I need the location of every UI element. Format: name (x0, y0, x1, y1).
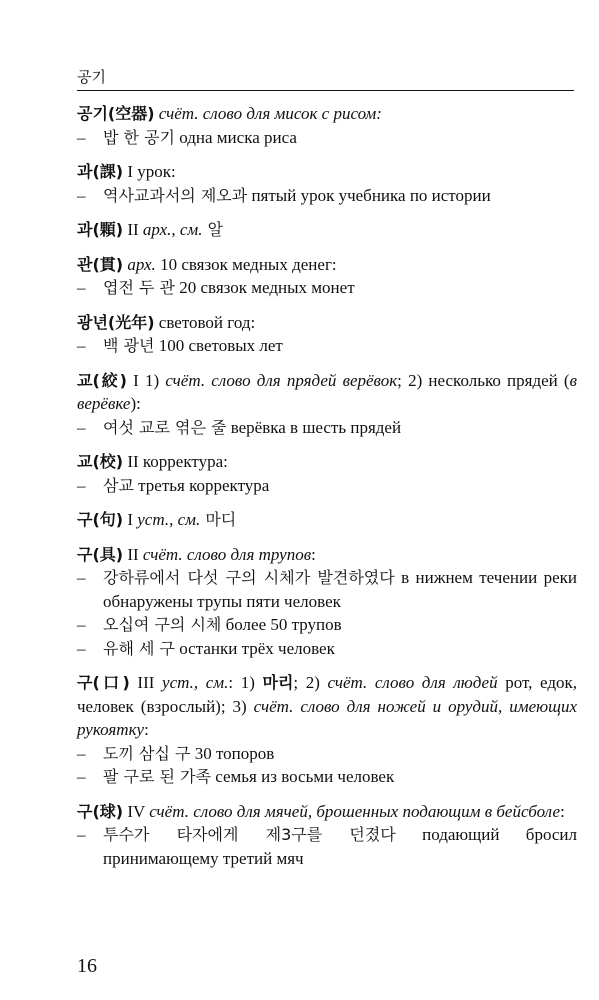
entry-headword: 공기(空器) (77, 104, 155, 123)
usage-example: – 투수가 타자에게 제3구를 던졌다 подающий бросил принимающему третий мяч (77, 825, 577, 868)
dictionary-entry (77, 508, 577, 532)
dictionary-entry (77, 102, 577, 149)
page-number: 16 (77, 955, 97, 977)
running-head: 공기 (77, 68, 106, 86)
entry-definition: 과(課) I урок: (77, 162, 176, 181)
entry-headword: 구(球) (77, 801, 124, 821)
dictionary-entry (77, 800, 577, 871)
dictionary-entry (77, 543, 577, 661)
entry-definition: 관(貫) арх. 10 связок медных денег: (77, 254, 337, 274)
entry-headword: 관(貫) (77, 254, 124, 274)
entry-definition: 광년(光年) световой год: (77, 312, 256, 332)
usage-example: – 삼교 третья корректура (77, 475, 270, 495)
entry-list (77, 102, 577, 870)
entry-definition: 과(顆) II арх., см. 알 (77, 220, 224, 239)
usage-example: – 오십여 구의 시체 более 50 трупов (77, 615, 342, 634)
dictionary-entry (77, 253, 577, 300)
entry-definition: 구(具) II счёт. слово для трупов: (77, 544, 316, 564)
entry-definition: 구(口) III уст., см.: 1) 마리; 2) счёт. слово для людей рот, едок, человек (взрослый); 3) счёт. слово для ножей и орудий, имеющих рукоятку: (77, 673, 577, 739)
entry-headword: 구(口) (77, 673, 130, 692)
usage-example: – 팔 구로 된 가족 семья из восьми человек (77, 767, 395, 786)
entry-headword: 교(校) (77, 452, 124, 471)
dictionary-entry (77, 671, 577, 789)
usage-example: – 여섯 교로 엮은 줄 верёвка в шесть прядей (77, 417, 402, 437)
entry-headword: 과(顆) (77, 220, 124, 239)
entry-definition: 교(絞) I 1) счёт. слово для прядей верёвок; 2) несколько прядей (в верёвке): (77, 370, 577, 413)
entry-headword: 구(具) (77, 544, 124, 564)
usage-example: – 역사교과서의 제오과 пятый урок учебника по истории (77, 185, 491, 205)
entry-headword: 교(絞) (77, 370, 127, 390)
dictionary-entry (77, 218, 577, 242)
entry-definition: 공기(空器) счёт. слово для мисок с рисом: (77, 104, 382, 123)
usage-example: – 도끼 삼십 구 30 топоров (77, 743, 275, 763)
entry-definition: 구(句) I уст., см. 마디 (77, 510, 237, 529)
usage-example: – 엽전 두 관 20 связок медных монет (77, 278, 355, 297)
entry-definition: 구(球) IV счёт. слово для мячей, брошенных подающим в бейсболе: (77, 801, 565, 821)
header-rule (77, 90, 574, 91)
usage-example: – 밥 한 공기 одна миска риса (77, 127, 297, 147)
entry-definition: 교(校) II корректура: (77, 452, 228, 471)
usage-example: – 강하류에서 다섯 구의 시체가 발견하였다 в нижнем течении реки обнаружены трупы пяти человек (77, 568, 577, 611)
usage-example: – 백 광년 100 световых лет (77, 336, 283, 355)
dictionary-entry (77, 160, 577, 207)
dictionary-entry (77, 450, 577, 497)
entry-headword: 광년(光年) (77, 312, 155, 332)
usage-example: – 유해 세 구 останки трёх человек (77, 638, 335, 658)
dictionary-entry (77, 311, 577, 358)
entry-headword: 과(課) (77, 162, 124, 181)
dictionary-entry (77, 369, 577, 440)
entry-headword: 구(句) (77, 510, 124, 529)
